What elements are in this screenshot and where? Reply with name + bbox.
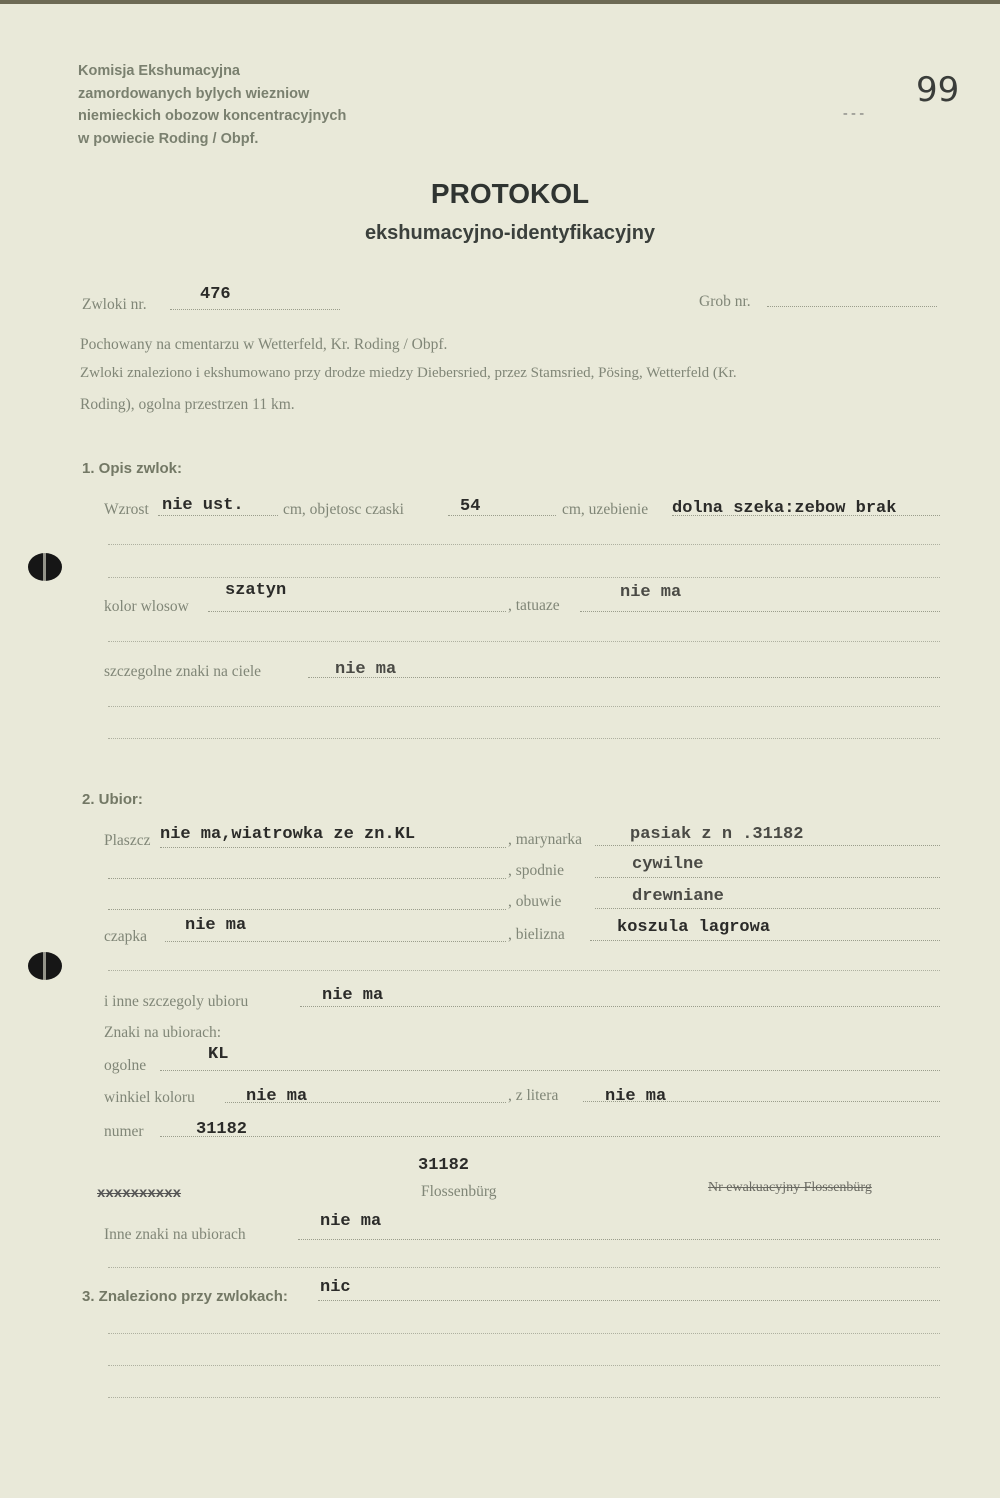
znaleziono-line-2: Roding), ogolna przestrzen 11 km. [80,396,295,413]
inne-znaki-value: nie ma [320,1212,382,1231]
kolor-wlosow-label: kolor wlosow [104,598,189,615]
znaki-na-ubiorach-label: Znaki na ubiorach: [104,1024,222,1041]
header-marks: - - - [843,106,864,121]
kolor-wlosow-value: szatyn [225,581,287,600]
czapka-value: nie ma [185,916,247,935]
spodnie-label: , spodnie [508,862,564,879]
stamp-place: Flossenbürg [421,1183,497,1200]
ogolne-label: ogolne [104,1057,147,1074]
section-3-value: nic [320,1278,351,1297]
obuwie-value: drewniane [632,887,724,906]
czaszka-value: 54 [460,497,481,516]
pochowany-text: Pochowany na cmentarzu w Wetterfeld, Kr. Roding / Obpf. [80,336,448,353]
punch-hole-bottom [28,952,62,980]
zwloki-label: Zwloki nr. [82,296,147,313]
page-number: 99 [916,70,960,110]
plaszcz-value: nie ma,wiatrowka ze zn.KL [160,825,416,844]
inne-szczegoly-value: nie ma [322,986,384,1005]
header-line-2: zamordowanych bylych wiezniow [78,86,310,102]
tatuaze-label: , tatuaze [508,597,560,614]
document-subtitle: ekshumacyjno-identyfikacyjny [364,222,656,244]
wzrost-label: Wzrost [104,501,149,518]
document-title: PROTOKOL [430,178,590,209]
section-2-heading: 2. Ubior: [82,791,143,808]
wzrost-value: nie ust. [162,496,244,515]
uzebienie-value: dolna szeka:zebow brak [672,499,897,518]
marynarka-value: pasiak z n .31182 [630,825,804,844]
stamp-number: 31182 [418,1156,470,1175]
zwloki-value: 476 [200,285,231,304]
znaleziono-line-1: Zwloki znaleziono i ekshumowano przy drodze miedzy Diebersried, przez Stamsried, Pösing, Wetterfeld (Kr. [80,365,737,381]
obuwie-label: , obuwie [508,893,562,910]
cm-objetosc-label: cm, objetosc czaski [283,501,404,518]
inne-szczegoly-label: i inne szczegoly ubioru [104,993,249,1010]
czapka-label: czapka [104,928,148,945]
bielizna-value: koszula lagrowa [617,918,771,937]
winkiel-label: winkiel koloru [104,1089,195,1106]
szczegolne-znaki-label: szczegolne znaki na ciele [104,663,262,680]
marynarka-label: , marynarka [508,831,583,848]
header-line-4: w powiecie Roding / Obpf. [78,131,259,147]
section-1-heading: 1. Opis zwlok: [82,460,183,477]
struck-text-left: xxxxxxxxxx [97,1186,182,1202]
bielizna-label: , bielizna [508,926,565,943]
z-litera-label: , z litera [508,1087,559,1104]
punch-hole-top [28,553,62,581]
winkiel-value: nie ma [246,1087,308,1106]
inne-znaki-label: Inne znaki na ubiorach [104,1226,246,1243]
szczegolne-znaki-value: nie ma [335,660,397,679]
spodnie-value: cywilne [632,855,704,874]
plaszcz-label: Plaszcz [104,832,151,849]
section-3-heading: 3. Znaleziono przy zwlokach: [82,1288,288,1305]
struck-text-right: Nr ewakuacyjny Flossenbürg [708,1180,872,1195]
ogolne-value: KL [208,1045,229,1064]
grob-label: Grob nr. [699,293,751,310]
header-line-1: Komisja Ekshumacyjna [78,63,240,79]
tatuaze-value: nie ma [620,583,682,602]
header-line-3: niemieckich obozow koncentracyjnych [78,108,347,124]
numer-label: numer [104,1123,144,1140]
numer-value: 31182 [196,1120,248,1139]
cm-uzebienie-label: cm, uzebienie [562,501,649,518]
z-litera-value: nie ma [605,1087,667,1106]
